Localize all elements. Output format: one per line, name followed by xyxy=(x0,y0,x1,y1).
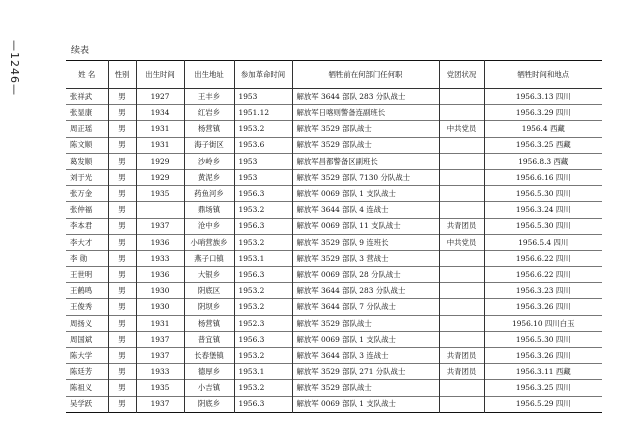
cell-birthplace: 杨营镇 xyxy=(184,315,234,331)
table-row xyxy=(66,89,602,105)
cell-death-date-place: 1956.3.25 西藏 xyxy=(484,137,602,153)
header-party-status: 党团状况 xyxy=(439,61,484,89)
cell-death-date-place: 1956.6.16 四川 xyxy=(484,169,602,185)
cell-death-date-place: 1956.10 四川白玉 xyxy=(484,315,602,331)
cell-name: 张万金 xyxy=(66,186,108,202)
cell-party-status xyxy=(439,89,484,105)
cell-death-date-place: 1956.3.11 西藏 xyxy=(484,364,602,380)
cell-party-status xyxy=(439,105,484,121)
cell-unit-post: 解放军 3644 部队 7 分队战士 xyxy=(292,299,439,315)
cell-birthplace: 德厚乡 xyxy=(184,364,234,380)
cell-name: 张显康 xyxy=(66,105,108,121)
cell-birthplace: 大银乡 xyxy=(184,267,234,283)
table-row xyxy=(66,202,602,218)
cell-unit-post: 解放军 3529 部队 3 营战士 xyxy=(292,250,439,266)
header-birthplace: 出生地址 xyxy=(184,61,234,89)
table-row xyxy=(66,331,602,347)
header-birth-year: 出生时间 xyxy=(136,61,184,89)
cell-death-date-place: 1956.4 西藏 xyxy=(484,121,602,137)
cell-name: 李大才 xyxy=(66,234,108,250)
cell-birth-year: 1931 xyxy=(136,137,184,153)
cell-birth-year xyxy=(136,202,184,218)
cell-name: 刘于光 xyxy=(66,169,108,185)
cell-gender: 男 xyxy=(108,380,136,396)
cell-death-date-place: 1956.6.22 四川 xyxy=(484,267,602,283)
cell-party-status: 中共党员 xyxy=(439,234,484,250)
cell-birthplace: 小哨营族乡 xyxy=(184,234,234,250)
cell-death-date-place: 1956.3.26 四川 xyxy=(484,348,602,364)
cell-gender: 男 xyxy=(108,250,136,266)
cell-birthplace: 普宜镇 xyxy=(184,331,234,347)
cell-birthplace: 燕子口镇 xyxy=(184,250,234,266)
cell-gender: 男 xyxy=(108,364,136,380)
cell-birthplace: 阴底区 xyxy=(184,283,234,299)
table-row xyxy=(66,380,602,396)
cell-gender: 男 xyxy=(108,267,136,283)
cell-gender: 男 xyxy=(108,396,136,412)
cell-unit-post: 解放军 3644 部队 4 连战士 xyxy=(292,202,439,218)
cell-party-status xyxy=(439,137,484,153)
header-join-date: 参加革命时间 xyxy=(234,61,292,89)
cell-birth-year: 1929 xyxy=(136,153,184,169)
cell-join-date: 1953.2 xyxy=(234,234,292,250)
cell-name: 周扬义 xyxy=(66,315,108,331)
cell-death-date-place: 1956.3.13 四川 xyxy=(484,89,602,105)
cell-birth-year: 1936 xyxy=(136,234,184,250)
cell-join-date: 1951.12 xyxy=(234,105,292,121)
cell-join-date: 1956.3 xyxy=(234,186,292,202)
cell-name: 吴学跃 xyxy=(66,396,108,412)
cell-birthplace: 红岩乡 xyxy=(184,105,234,121)
cell-party-status xyxy=(439,153,484,169)
cell-join-date: 1956.3 xyxy=(234,396,292,412)
cell-birthplace: 杨营镇 xyxy=(184,121,234,137)
table-row xyxy=(66,153,602,169)
cell-unit-post: 解放军 0069 部队 1 支队战士 xyxy=(292,186,439,202)
cell-join-date: 1953.1 xyxy=(234,364,292,380)
cell-death-date-place: 1956.6.22 四川 xyxy=(484,250,602,266)
cell-unit-post: 解放军 3529 部队战士 xyxy=(292,380,439,396)
cell-join-date: 1953.2 xyxy=(234,283,292,299)
cell-birthplace: 海子街区 xyxy=(184,137,234,153)
cell-party-status xyxy=(439,396,484,412)
cell-birth-year: 1930 xyxy=(136,283,184,299)
cell-gender: 男 xyxy=(108,186,136,202)
continued-label: 续表 xyxy=(71,46,90,56)
table-row xyxy=(66,105,602,121)
cell-gender: 男 xyxy=(108,234,136,250)
cell-gender: 男 xyxy=(108,89,136,105)
cell-birthplace: 沧中乡 xyxy=(184,218,234,234)
cell-birthplace: 黄泥乡 xyxy=(184,169,234,185)
table-row xyxy=(66,396,602,412)
table-row xyxy=(66,186,602,202)
cell-join-date: 1953.2 xyxy=(234,299,292,315)
cell-join-date: 1953 xyxy=(234,153,292,169)
cell-party-status xyxy=(439,380,484,396)
cell-party-status xyxy=(439,331,484,347)
cell-name: 王鹤鸣 xyxy=(66,283,108,299)
cell-birth-year: 1927 xyxy=(136,89,184,105)
cell-unit-post: 解放军日喀则警备连副班长 xyxy=(292,105,439,121)
table-row xyxy=(66,218,602,234)
cell-birth-year: 1935 xyxy=(136,380,184,396)
cell-gender: 男 xyxy=(108,137,136,153)
cell-birth-year: 1933 xyxy=(136,250,184,266)
cell-party-status xyxy=(439,315,484,331)
cell-birthplace: 阴底乡 xyxy=(184,396,234,412)
cell-party-status: 共青团员 xyxy=(439,218,484,234)
table-row xyxy=(66,250,602,266)
table-header-row xyxy=(66,61,602,89)
cell-unit-post: 解放军 3644 部队 283 分队战士 xyxy=(292,89,439,105)
cell-party-status xyxy=(439,283,484,299)
cell-party-status: 共青团员 xyxy=(439,364,484,380)
cell-unit-post: 解放军 0069 部队 1 支队战士 xyxy=(292,396,439,412)
cell-name: 王世明 xyxy=(66,267,108,283)
cell-unit-post: 解放军 3529 部队 7130 分队战士 xyxy=(292,169,439,185)
cell-join-date: 1953 xyxy=(234,169,292,185)
cell-party-status xyxy=(439,267,484,283)
cell-death-date-place: 1956.3.26 四川 xyxy=(484,299,602,315)
cell-birthplace: 药鱼河乡 xyxy=(184,186,234,202)
cell-gender: 男 xyxy=(108,121,136,137)
cell-birth-year: 1934 xyxy=(136,105,184,121)
cell-join-date: 1952.3 xyxy=(234,315,292,331)
cell-name: 陈祖义 xyxy=(66,380,108,396)
cell-party-status: 共青团员 xyxy=(439,348,484,364)
cell-birth-year: 1937 xyxy=(136,396,184,412)
table-row xyxy=(66,299,602,315)
cell-death-date-place: 1956.3.24 四川 xyxy=(484,202,602,218)
cell-gender: 男 xyxy=(108,153,136,169)
table-row xyxy=(66,137,602,153)
cell-gender: 男 xyxy=(108,169,136,185)
cell-birthplace: 长春堡镇 xyxy=(184,348,234,364)
cell-gender: 男 xyxy=(108,315,136,331)
cell-gender: 男 xyxy=(108,299,136,315)
table-row xyxy=(66,315,602,331)
cell-unit-post: 解放军 0069 部队 28 分队战士 xyxy=(292,267,439,283)
cell-gender: 男 xyxy=(108,331,136,347)
cell-death-date-place: 1956.3.25 四川 xyxy=(484,380,602,396)
cell-death-date-place: 1956.5.4 四川 xyxy=(484,234,602,250)
cell-birth-year: 1937 xyxy=(136,331,184,347)
cell-join-date: 1953.2 xyxy=(234,202,292,218)
cell-unit-post: 解放军 3529 部队 9 连班长 xyxy=(292,234,439,250)
cell-name: 李本君 xyxy=(66,218,108,234)
table-row xyxy=(66,364,602,380)
cell-birthplace: 小吉镇 xyxy=(184,380,234,396)
header-unit-post: 牺牲前在何部门任何职 xyxy=(292,61,439,89)
cell-gender: 男 xyxy=(108,202,136,218)
cell-join-date: 1953.2 xyxy=(234,380,292,396)
cell-unit-post: 解放军 0069 部队 11 支队战士 xyxy=(292,218,439,234)
cell-birth-year: 1931 xyxy=(136,121,184,137)
table-row xyxy=(66,267,602,283)
cell-unit-post: 解放军 3644 部队 283 分队战士 xyxy=(292,283,439,299)
cell-name: 李 勋 xyxy=(66,250,108,266)
martyr-roster-table xyxy=(66,60,602,413)
cell-name: 陈大学 xyxy=(66,348,108,364)
cell-join-date: 1953.6 xyxy=(234,137,292,153)
cell-birth-year: 1930 xyxy=(136,299,184,315)
cell-gender: 男 xyxy=(108,218,136,234)
cell-join-date: 1953.1 xyxy=(234,250,292,266)
page-number: — 1246 — xyxy=(8,40,21,96)
cell-birthplace: 阴坝乡 xyxy=(184,299,234,315)
cell-join-date: 1953.2 xyxy=(234,121,292,137)
cell-unit-post: 解放军 3644 部队 3 连战士 xyxy=(292,348,439,364)
cell-party-status: 中共党员 xyxy=(439,121,484,137)
header-gender: 性别 xyxy=(108,61,136,89)
table-row xyxy=(66,348,602,364)
cell-party-status xyxy=(439,186,484,202)
cell-name: 周正瑶 xyxy=(66,121,108,137)
cell-name: 周国斌 xyxy=(66,331,108,347)
cell-birth-year: 1935 xyxy=(136,186,184,202)
cell-unit-post: 解放军 3529 部队战士 xyxy=(292,137,439,153)
cell-gender: 男 xyxy=(108,283,136,299)
cell-death-date-place: 1956.3.23 四川 xyxy=(484,283,602,299)
cell-birth-year: 1937 xyxy=(136,218,184,234)
cell-party-status xyxy=(439,250,484,266)
cell-death-date-place: 1956.5.30 四川 xyxy=(484,186,602,202)
cell-party-status xyxy=(439,169,484,185)
table-body xyxy=(66,89,602,413)
cell-name: 王俊秀 xyxy=(66,299,108,315)
cell-birth-year: 1933 xyxy=(136,364,184,380)
cell-join-date: 1956.3 xyxy=(234,267,292,283)
cell-death-date-place: 1956.8.3 西藏 xyxy=(484,153,602,169)
cell-death-date-place: 1956.5.30 四川 xyxy=(484,218,602,234)
cell-birth-year: 1937 xyxy=(136,348,184,364)
cell-name: 张祥武 xyxy=(66,89,108,105)
cell-party-status xyxy=(439,299,484,315)
table-row xyxy=(66,121,602,137)
cell-join-date: 1953.2 xyxy=(234,348,292,364)
header-name: 姓 名 xyxy=(66,61,108,89)
header-death-date-place: 牺牲时间和地点 xyxy=(484,61,602,89)
cell-birth-year: 1929 xyxy=(136,169,184,185)
cell-birthplace: 王丰乡 xyxy=(184,89,234,105)
cell-name: 张仲福 xyxy=(66,202,108,218)
cell-join-date: 1956.3 xyxy=(234,218,292,234)
cell-birthplace: 沙岭乡 xyxy=(184,153,234,169)
cell-unit-post: 解放军 3529 部队战士 xyxy=(292,121,439,137)
cell-death-date-place: 1956.5.29 四川 xyxy=(484,396,602,412)
cell-gender: 男 xyxy=(108,348,136,364)
cell-name: 陈文顺 xyxy=(66,137,108,153)
table-row xyxy=(66,169,602,185)
table-row xyxy=(66,283,602,299)
cell-death-date-place: 1956.3.29 四川 xyxy=(484,105,602,121)
cell-name: 陈廷芳 xyxy=(66,364,108,380)
cell-join-date: 1956.3 xyxy=(234,331,292,347)
cell-join-date: 1953 xyxy=(234,89,292,105)
cell-birth-year: 1936 xyxy=(136,267,184,283)
cell-gender: 男 xyxy=(108,105,136,121)
cell-unit-post: 解放军 3529 部队 271 分队战士 xyxy=(292,364,439,380)
cell-unit-post: 解放军昌都警备区副班长 xyxy=(292,153,439,169)
cell-name: 葛发顺 xyxy=(66,153,108,169)
cell-death-date-place: 1956.5.30 四川 xyxy=(484,331,602,347)
cell-birthplace: 鼎场镇 xyxy=(184,202,234,218)
cell-unit-post: 解放军 3529 部队战士 xyxy=(292,315,439,331)
table-row xyxy=(66,234,602,250)
cell-unit-post: 解放军 0069 部队 1 支队战士 xyxy=(292,331,439,347)
cell-birth-year: 1931 xyxy=(136,315,184,331)
cell-party-status xyxy=(439,202,484,218)
